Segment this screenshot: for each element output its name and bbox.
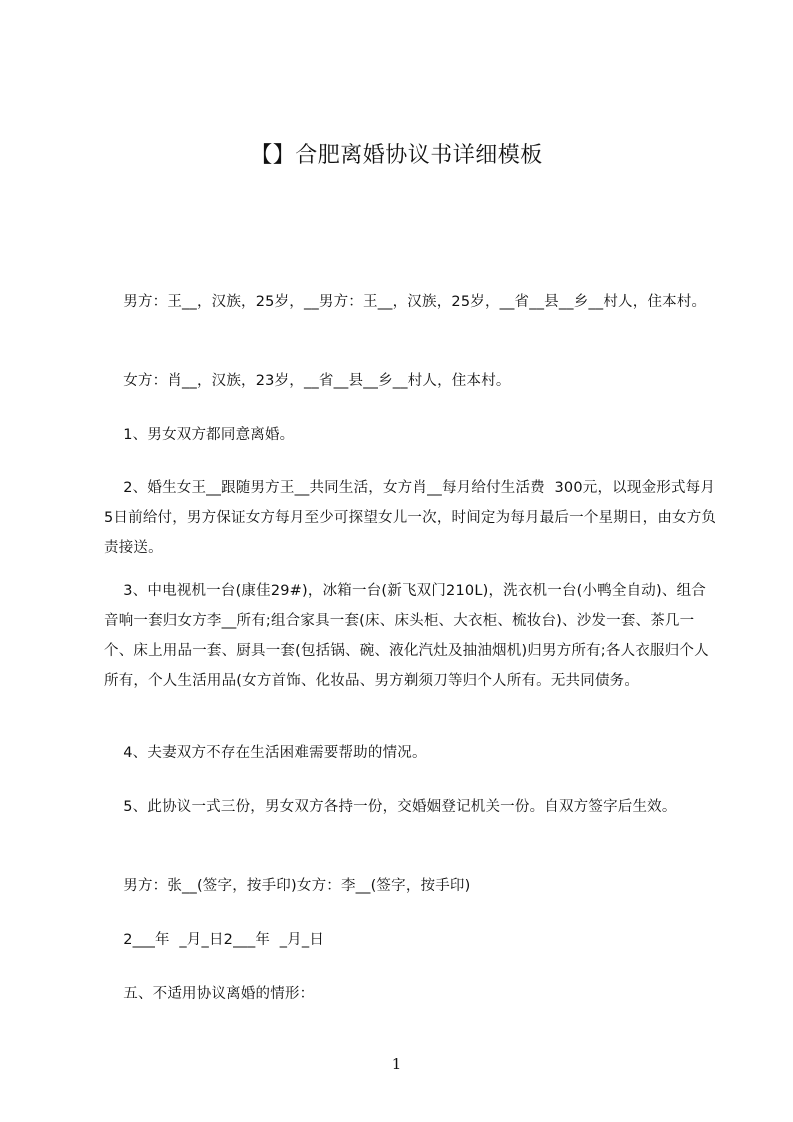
paragraph-section-five: 五、不适用协议离婚的情形： bbox=[104, 986, 315, 1002]
page-number: 1 bbox=[391, 1055, 402, 1073]
paragraph-dates: 2___年 _月_日2___年 _月_日 bbox=[104, 932, 325, 948]
paragraph-male-party: 男方：王__，汉族，25岁，__男方：王__，汉族，25岁，__省__县__乡__村人，住本村。 bbox=[104, 294, 707, 310]
paragraph-clause-1: 1、男女双方都同意离婚。 bbox=[104, 427, 295, 443]
paragraph-female-party: 女方：肖__，汉族，23岁，__省__县__乡__村人，住本村。 bbox=[104, 373, 511, 389]
paragraph-clause-2: 2、婚生女王__跟随男方王__共同生活，女方肖__每月给付生活费 300元，以现金形式每月5日前给付，男方保证女方每月至少可探望女儿一次，时间定为每月最后一个星期日，由女方负责接送。 bbox=[104, 480, 717, 556]
paragraph-clause-5: 5、此协议一式三份，男女双方各持一份，交婚姻登记机关一份。自双方签字后生效。 bbox=[104, 799, 677, 815]
document-title: 【】合肥离婚协议书详细模板 bbox=[250, 143, 543, 168]
paragraph-clause-3: 3、中电视机一台(康佳29#)，冰箱一台(新飞双门210L)，洗衣机一台(小鸭全自动)、组合音响一套归女方李__所有;组合家具一套(床、床头柜、大衣柜、梳妆台)、沙发一套、茶几一个、床上用品一套、厨具一套(包括锅、碗、液化汽灶及抽油烟机)归男方所有;各人衣服归个人所有，个人生活用品(女方首饰、化妆品、男方剃须刀等归个人所有。无共同债务。 bbox=[104, 583, 709, 689]
paragraph-signatures: 男方：张__(签字，按手印)女方：李__(签字，按手印) bbox=[104, 878, 471, 894]
paragraph-clause-4: 4、夫妻双方不存在生活困难需要帮助的情况。 bbox=[104, 745, 427, 761]
